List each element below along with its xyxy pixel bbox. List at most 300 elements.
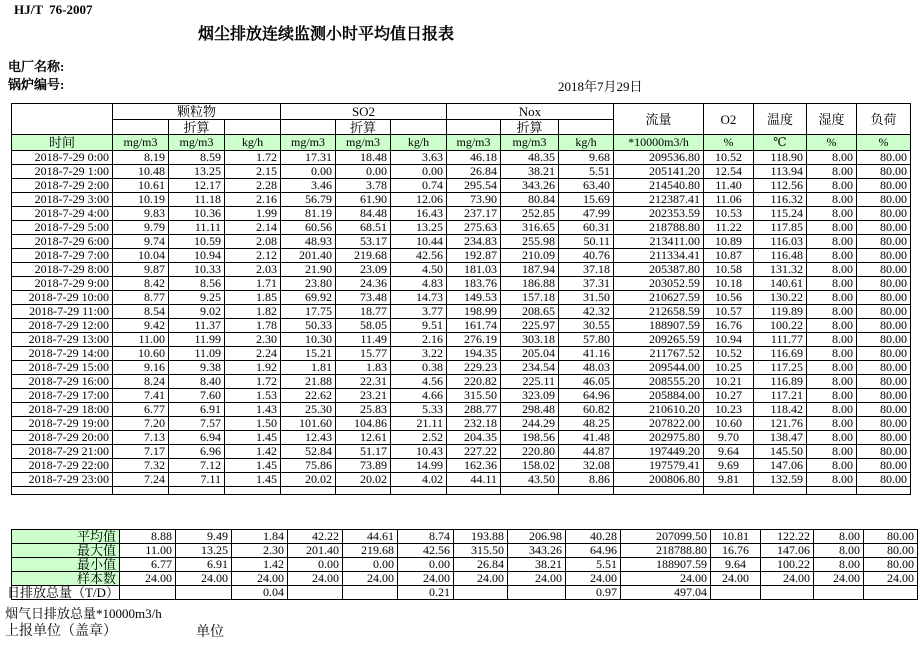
value-cell: 1.92 [225, 361, 281, 375]
summary-row [12, 530, 918, 544]
value-cell: 208555.20 [614, 375, 704, 389]
table-row [12, 319, 911, 333]
value-cell: 20.02 [281, 473, 336, 487]
value-cell: 0.38 [391, 361, 447, 375]
value-cell: 8.00 [807, 235, 857, 249]
value-cell: 32.08 [559, 459, 614, 473]
value-cell: 2.03 [225, 263, 281, 277]
unit-cell-g0-1: mg/m3 [169, 135, 225, 151]
value-cell: 30.55 [559, 319, 614, 333]
value-cell: 187.94 [501, 263, 559, 277]
value-cell: 116.69 [754, 347, 807, 361]
col-header-0: 流量 [614, 104, 704, 135]
value-cell: 1.78 [225, 319, 281, 333]
daily-total-value-cell [710, 586, 760, 600]
value-cell: 31.50 [559, 291, 614, 305]
summary-value-cell: 122.22 [760, 530, 813, 544]
col-header-1: O2 [704, 104, 754, 135]
value-cell: 22.62 [281, 389, 336, 403]
value-cell: 9.64 [704, 445, 754, 459]
summary-value-cell: 8.88 [119, 530, 175, 544]
value-cell: 1.53 [225, 389, 281, 403]
value-cell: 118.90 [754, 151, 807, 165]
unit-cell-s1: % [704, 135, 754, 151]
daily-total-value-cell [813, 586, 863, 600]
value-cell: 0.00 [336, 165, 391, 179]
value-cell: 13.25 [169, 165, 225, 179]
value-cell: 158.02 [501, 459, 559, 473]
table-row [12, 431, 911, 445]
value-cell: 101.60 [281, 417, 336, 431]
value-cell: 5.33 [391, 403, 447, 417]
value-cell: 203052.59 [614, 277, 704, 291]
time-cell: 2018-7-29 20:00 [12, 431, 113, 445]
value-cell: 56.79 [281, 193, 336, 207]
value-cell: 60.31 [559, 221, 614, 235]
value-cell: 81.19 [281, 207, 336, 221]
empty-cell [336, 487, 391, 495]
unit-cell-g1-0: mg/m3 [281, 135, 336, 151]
value-cell: 8.00 [807, 445, 857, 459]
time-cell: 2018-7-29 7:00 [12, 249, 113, 263]
value-cell: 80.00 [857, 151, 911, 165]
value-cell: 219.68 [336, 249, 391, 263]
value-cell: 50.33 [281, 319, 336, 333]
value-cell: 63.40 [559, 179, 614, 193]
value-cell: 8.00 [807, 193, 857, 207]
empty-cell [807, 487, 857, 495]
boiler-no-label: 锅炉编号: [8, 77, 65, 92]
daily-total-value-cell [863, 586, 917, 600]
value-cell: 7.12 [169, 459, 225, 473]
value-cell: 10.04 [113, 249, 169, 263]
value-cell: 58.05 [336, 319, 391, 333]
value-cell: 205141.20 [614, 165, 704, 179]
value-cell: 11.18 [169, 193, 225, 207]
table-row [12, 361, 911, 375]
value-cell: 24.36 [336, 277, 391, 291]
value-cell: 11.06 [704, 193, 754, 207]
value-cell: 18.48 [336, 151, 391, 165]
value-cell: 197449.20 [614, 445, 704, 459]
value-cell: 80.00 [857, 473, 911, 487]
value-cell: 4.66 [391, 389, 447, 403]
value-cell: 1.72 [225, 151, 281, 165]
value-cell: 244.29 [501, 417, 559, 431]
value-cell: 8.40 [169, 375, 225, 389]
value-cell: 7.57 [169, 417, 225, 431]
value-cell: 8.42 [113, 277, 169, 291]
value-cell: 44.87 [559, 445, 614, 459]
unit-cell-s4: % [857, 135, 911, 151]
value-cell: 147.06 [754, 459, 807, 473]
value-cell: 10.52 [704, 151, 754, 165]
daily-total-value-cell [760, 586, 813, 600]
value-cell: 229.23 [447, 361, 501, 375]
value-cell: 237.17 [447, 207, 501, 221]
value-cell: 1.81 [281, 361, 336, 375]
value-cell: 84.48 [336, 207, 391, 221]
summary-value-cell: 24.00 [565, 572, 620, 586]
value-cell: 132.59 [754, 473, 807, 487]
value-cell: 4.50 [391, 263, 447, 277]
value-cell: 80.00 [857, 277, 911, 291]
summary-value-cell: 80.00 [863, 530, 917, 544]
value-cell: 13.25 [391, 221, 447, 235]
value-cell: 21.88 [281, 375, 336, 389]
value-cell: 6.94 [169, 431, 225, 445]
value-cell: 11.09 [169, 347, 225, 361]
unit-cell-g0-0: mg/m3 [113, 135, 169, 151]
value-cell: 4.02 [391, 473, 447, 487]
value-cell: 15.77 [336, 347, 391, 361]
value-cell: 9.38 [169, 361, 225, 375]
value-cell: 104.86 [336, 417, 391, 431]
value-cell: 212658.59 [614, 305, 704, 319]
time-cell: 2018-7-29 22:00 [12, 459, 113, 473]
converted-header-1: 折算 [336, 120, 391, 135]
col-header-3: 湿度 [807, 104, 857, 135]
summary-value-cell: 1.84 [231, 530, 287, 544]
summary-value-cell: 8.74 [397, 530, 453, 544]
value-cell: 202975.80 [614, 431, 704, 445]
value-cell: 9.79 [113, 221, 169, 235]
value-cell: 204.35 [447, 431, 501, 445]
value-cell: 80.00 [857, 291, 911, 305]
col-header-4: 负荷 [857, 104, 911, 135]
value-cell: 205.04 [501, 347, 559, 361]
value-cell: 80.00 [857, 333, 911, 347]
table-row [12, 179, 911, 193]
summary-value-cell: 207099.50 [620, 530, 710, 544]
value-cell: 225.11 [501, 375, 559, 389]
summary-value-cell: 24.00 [231, 572, 287, 586]
value-cell: 113.94 [754, 165, 807, 179]
value-cell: 10.48 [113, 165, 169, 179]
value-cell: 50.11 [559, 235, 614, 249]
value-cell: 8.00 [807, 277, 857, 291]
value-cell: 9.51 [391, 319, 447, 333]
value-cell: 80.00 [857, 305, 911, 319]
value-cell: 53.17 [336, 235, 391, 249]
summary-value-cell: 0.00 [342, 558, 397, 572]
value-cell: 68.51 [336, 221, 391, 235]
value-cell: 17.31 [281, 151, 336, 165]
table-row [12, 221, 911, 235]
summary-value-cell: 24.00 [863, 572, 917, 586]
value-cell: 14.73 [391, 291, 447, 305]
value-cell: 316.65 [501, 221, 559, 235]
time-cell: 2018-7-29 0:00 [12, 151, 113, 165]
value-cell: 117.21 [754, 389, 807, 403]
value-cell: 69.92 [281, 291, 336, 305]
value-cell: 80.84 [501, 193, 559, 207]
summary-label: 最小值 [12, 558, 120, 572]
value-cell: 8.00 [807, 375, 857, 389]
summary-row [12, 558, 918, 572]
value-cell: 8.00 [807, 151, 857, 165]
value-cell: 115.24 [754, 207, 807, 221]
value-cell: 10.27 [704, 389, 754, 403]
time-cell: 2018-7-29 12:00 [12, 319, 113, 333]
time-cell: 2018-7-29 11:00 [12, 305, 113, 319]
value-cell: 7.17 [113, 445, 169, 459]
daily-total-value-cell [507, 586, 565, 600]
value-cell: 210.09 [501, 249, 559, 263]
value-cell: 80.00 [857, 375, 911, 389]
value-cell: 80.00 [857, 319, 911, 333]
time-cell: 2018-7-29 4:00 [12, 207, 113, 221]
value-cell: 117.85 [754, 221, 807, 235]
table-row [12, 417, 911, 431]
value-cell: 8.24 [113, 375, 169, 389]
value-cell: 10.53 [704, 207, 754, 221]
table-row [12, 333, 911, 347]
value-cell: 8.54 [113, 305, 169, 319]
value-cell: 8.00 [807, 165, 857, 179]
summary-value-cell: 8.00 [813, 544, 863, 558]
value-cell: 3.22 [391, 347, 447, 361]
value-cell: 47.99 [559, 207, 614, 221]
unit-cell-g2-2: kg/h [559, 135, 614, 151]
value-cell: 1.72 [225, 375, 281, 389]
value-cell: 2.08 [225, 235, 281, 249]
time-cell: 2018-7-29 9:00 [12, 277, 113, 291]
value-cell: 48.93 [281, 235, 336, 249]
value-cell: 80.00 [857, 459, 911, 473]
summary-value-cell: 24.00 [397, 572, 453, 586]
converted-header-2: 折算 [501, 120, 559, 135]
value-cell: 10.30 [281, 333, 336, 347]
value-cell: 1.50 [225, 417, 281, 431]
value-cell: 64.96 [559, 389, 614, 403]
summary-value-cell: 1.42 [231, 558, 287, 572]
empty-cell [169, 487, 225, 495]
value-cell: 188907.59 [614, 319, 704, 333]
sub-spacer [559, 120, 614, 135]
value-cell: 4.83 [391, 277, 447, 291]
value-cell: 7.11 [169, 473, 225, 487]
value-cell: 112.56 [754, 179, 807, 193]
value-cell: 8.00 [807, 361, 857, 375]
value-cell: 41.16 [559, 347, 614, 361]
value-cell: 10.89 [704, 235, 754, 249]
value-cell: 130.22 [754, 291, 807, 305]
summary-row [12, 572, 918, 586]
value-cell: 11.22 [704, 221, 754, 235]
value-cell: 8.00 [807, 473, 857, 487]
value-cell: 7.20 [113, 417, 169, 431]
summary-value-cell: 42.22 [287, 530, 342, 544]
value-cell: 8.00 [807, 179, 857, 193]
value-cell: 21.11 [391, 417, 447, 431]
summary-value-cell: 188907.59 [620, 558, 710, 572]
value-cell: 8.77 [113, 291, 169, 305]
value-cell: 1.85 [225, 291, 281, 305]
value-cell: 80.00 [857, 431, 911, 445]
value-cell: 80.00 [857, 179, 911, 193]
value-cell: 149.53 [447, 291, 501, 305]
value-cell: 10.25 [704, 361, 754, 375]
value-cell: 12.61 [336, 431, 391, 445]
value-cell: 200806.80 [614, 473, 704, 487]
value-cell: 7.32 [113, 459, 169, 473]
value-cell: 1.42 [225, 445, 281, 459]
value-cell: 38.21 [501, 165, 559, 179]
value-cell: 225.97 [501, 319, 559, 333]
value-cell: 8.00 [807, 403, 857, 417]
unit-cell-g2-0: mg/m3 [447, 135, 501, 151]
value-cell: 75.86 [281, 459, 336, 473]
value-cell: 0.00 [281, 165, 336, 179]
daily-total-value-cell: 0.04 [231, 586, 287, 600]
value-cell: 7.13 [113, 431, 169, 445]
value-cell: 12.06 [391, 193, 447, 207]
value-cell: 9.02 [169, 305, 225, 319]
value-cell: 8.00 [807, 417, 857, 431]
sub-spacer [281, 120, 336, 135]
table-row [12, 305, 911, 319]
time-cell: 2018-7-29 16:00 [12, 375, 113, 389]
report-date: 2018年7月29日 [558, 79, 643, 94]
value-cell: 23.09 [336, 263, 391, 277]
value-cell: 3.78 [336, 179, 391, 193]
value-cell: 7.24 [113, 473, 169, 487]
value-cell: 60.56 [281, 221, 336, 235]
table-row [12, 165, 911, 179]
summary-value-cell: 315.50 [453, 544, 507, 558]
value-cell: 181.03 [447, 263, 501, 277]
value-cell: 116.32 [754, 193, 807, 207]
value-cell: 298.48 [501, 403, 559, 417]
value-cell: 21.90 [281, 263, 336, 277]
value-cell: 80.00 [857, 361, 911, 375]
value-cell: 43.50 [501, 473, 559, 487]
value-cell: 8.56 [169, 277, 225, 291]
value-cell: 214540.80 [614, 179, 704, 193]
time-cell: 2018-7-29 19:00 [12, 417, 113, 431]
value-cell: 80.00 [857, 445, 911, 459]
plant-name-label: 电厂名称: [8, 59, 65, 74]
value-cell: 8.00 [807, 291, 857, 305]
daily-total-label: 日排放总量（T/D） [7, 585, 119, 600]
value-cell: 48.25 [559, 417, 614, 431]
value-cell: 212387.41 [614, 193, 704, 207]
value-cell: 10.60 [704, 417, 754, 431]
time-cell: 2018-7-29 6:00 [12, 235, 113, 249]
value-cell: 7.41 [113, 389, 169, 403]
value-cell: 234.83 [447, 235, 501, 249]
empty-cell [225, 487, 281, 495]
summary-value-cell: 26.84 [453, 558, 507, 572]
summary-value-cell: 44.61 [342, 530, 397, 544]
value-cell: 15.21 [281, 347, 336, 361]
value-cell: 8.00 [807, 207, 857, 221]
empty-cell [113, 487, 169, 495]
value-cell: 1.83 [336, 361, 391, 375]
time-cell: 2018-7-29 5:00 [12, 221, 113, 235]
summary-value-cell: 80.00 [863, 544, 917, 558]
empty-cell [501, 487, 559, 495]
value-cell: 186.88 [501, 277, 559, 291]
summary-value-cell: 11.00 [119, 544, 175, 558]
value-cell: 26.84 [447, 165, 501, 179]
value-cell: 315.50 [447, 389, 501, 403]
standard-code: HJ/T 76-2007 [14, 2, 93, 17]
summary-value-cell: 24.00 [175, 572, 231, 586]
value-cell: 121.76 [754, 417, 807, 431]
group-header-0: 颗粒物 [113, 104, 281, 120]
value-cell: 11.49 [336, 333, 391, 347]
value-cell: 6.77 [113, 403, 169, 417]
value-cell: 8.00 [807, 221, 857, 235]
unit-cell-g0-2: kg/h [225, 135, 281, 151]
summary-value-cell: 6.91 [175, 558, 231, 572]
value-cell: 2.24 [225, 347, 281, 361]
table-row [12, 249, 911, 263]
value-cell: 48.03 [559, 361, 614, 375]
time-col-spacer [12, 104, 113, 135]
value-cell: 161.74 [447, 319, 501, 333]
summary-value-cell: 64.96 [565, 544, 620, 558]
value-cell: 119.89 [754, 305, 807, 319]
value-cell: 16.43 [391, 207, 447, 221]
summary-value-cell: 0.00 [397, 558, 453, 572]
value-cell: 80.00 [857, 207, 911, 221]
table-row [12, 347, 911, 361]
time-cell: 2018-7-29 21:00 [12, 445, 113, 459]
value-cell: 220.82 [447, 375, 501, 389]
sub-spacer [225, 120, 281, 135]
summary-value-cell: 16.76 [710, 544, 760, 558]
value-cell: 210610.20 [614, 403, 704, 417]
value-cell: 234.54 [501, 361, 559, 375]
time-cell: 2018-7-29 3:00 [12, 193, 113, 207]
flue-total-label: 烟气日排放总量*10000m3/h [5, 606, 162, 621]
time-cell: 2018-7-29 15:00 [12, 361, 113, 375]
value-cell: 9.87 [113, 263, 169, 277]
value-cell: 10.33 [169, 263, 225, 277]
unit-cell-s3: % [807, 135, 857, 151]
summary-value-cell: 2.30 [231, 544, 287, 558]
value-cell: 288.77 [447, 403, 501, 417]
empty-cell [447, 487, 501, 495]
table-row [12, 207, 911, 221]
value-cell: 10.21 [704, 375, 754, 389]
value-cell: 8.00 [807, 305, 857, 319]
value-cell: 116.03 [754, 235, 807, 249]
value-cell: 1.43 [225, 403, 281, 417]
value-cell: 140.61 [754, 277, 807, 291]
summary-value-cell: 343.26 [507, 544, 565, 558]
table-row [12, 403, 911, 417]
value-cell: 11.11 [169, 221, 225, 235]
value-cell: 22.31 [336, 375, 391, 389]
value-cell: 46.18 [447, 151, 501, 165]
value-cell: 52.84 [281, 445, 336, 459]
value-cell: 157.18 [501, 291, 559, 305]
unit-cell-g1-2: kg/h [391, 135, 447, 151]
value-cell: 11.00 [113, 333, 169, 347]
summary-value-cell: 42.56 [397, 544, 453, 558]
value-cell: 2.16 [225, 193, 281, 207]
summary-value-cell: 24.00 [813, 572, 863, 586]
value-cell: 8.00 [807, 263, 857, 277]
value-cell: 303.18 [501, 333, 559, 347]
value-cell: 8.86 [559, 473, 614, 487]
value-cell: 41.48 [559, 431, 614, 445]
value-cell: 10.23 [704, 403, 754, 417]
